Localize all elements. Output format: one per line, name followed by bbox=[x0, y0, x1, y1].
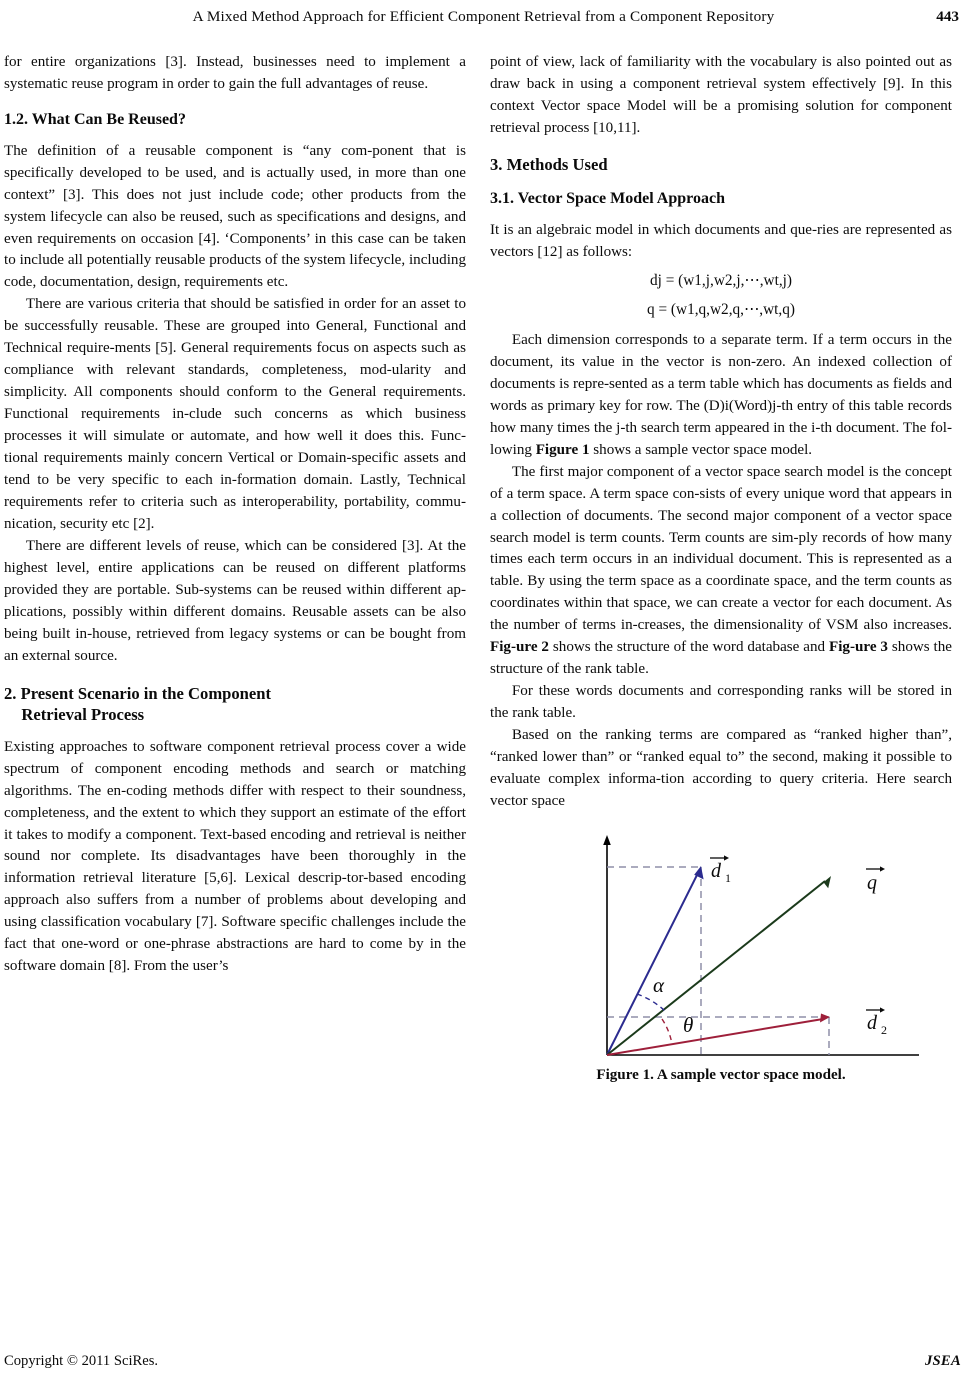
paragraph-continued-left: for entire organizations [3]. Instead, businesses need to implement a systematic reuse program in order to gain the full advantages of reuse. bbox=[4, 54, 466, 92]
journal-abbreviation: JSEA bbox=[924, 1353, 961, 1369]
paragraph-levels-of-reuse: There are different levels of reuse, which can be considered [3]. At the highest level, entire applications can be reused on different platforms provided they are portable. Sub-systems can be reused within different ap-plications, possibly within different domains. Reusable assets can be also being built in-house, retrieved from legacy systems or can be bought from an external source. bbox=[4, 537, 466, 664]
label-d2-letter: d bbox=[867, 1011, 877, 1034]
paragraph-existing-approaches: Existing approaches to software component retrieval process cover a wide spectrum of component encoding methods and search or matching algorithms. The en-coding methods differ with respect to their soundness, completeness, and the extent to which they support an estimate of the effort it takes to modify a component. Text-based encoding and retrieval is neither sound nor complete. Its disadvantages have been thoroughly in the information retrieval literature [5,6]. Lexical descrip-tor-based encoding approach also suffers from a number of problems about developing and using classification vocabulary [7]. Software specific challenges include the fact that one-word or one-phrase abstractions are hard to come by in the software domain [8]. From the user’s bbox=[4, 738, 466, 975]
label-d1 bbox=[710, 855, 731, 885]
theta-angle-arc bbox=[662, 1019, 672, 1044]
paragraph-each-dimension bbox=[490, 330, 952, 462]
vector-space-model-diagram bbox=[515, 827, 927, 1059]
paragraph-first-major-component bbox=[490, 462, 952, 682]
paragraph-figure-2-mid: shows the structure of the word database and bbox=[548, 639, 829, 656]
figure-1-caption: Figure 1. A sample vector space model. bbox=[596, 1066, 846, 1083]
label-alpha: α bbox=[653, 972, 665, 997]
figure-labels bbox=[653, 855, 887, 1037]
label-q-letter: q bbox=[867, 871, 877, 894]
dashed-guides bbox=[607, 867, 829, 1055]
figure-1-reference: Figure 1 bbox=[535, 441, 590, 458]
figure-3-reference-a: Fig- bbox=[829, 639, 855, 656]
equation-q: q = (w1,q,w2,q,⋯,wt,q) bbox=[647, 301, 795, 319]
vector-q bbox=[607, 876, 831, 1055]
paragraph-each-dimension-b: shows a sample vector space model. bbox=[589, 441, 813, 458]
paragraph-criteria: There are various criteria that should be satisfied in order for an asset to be successfully reusable. These are grouped into General, Functional and Technical require-ments [5]. General requirements focus on aspects such as compliance with relevant standards, completeness, mod-ularity and simplicity. All components should conform to the General requirements. Functional requirements in-clude such concerns as which business processes it will simulate or automate, and how well it does this. Func-tional requirements mainly concern Vertical or Domain-specific assets and tend to be very specific to each in-formation domain. Lastly, Technical requirements refer to criteria such as interoperability, portability, commu-nication, security etc [2]. bbox=[4, 296, 466, 532]
heading-2-line-1: 2. Present Scenario in the Component bbox=[4, 683, 272, 703]
figure-2-reference-a: Fig- bbox=[490, 639, 516, 656]
heading-1-2: 1.2. What Can Be Reused? bbox=[4, 110, 186, 128]
figure-1 bbox=[490, 827, 952, 1084]
paragraph-first-major-text: The first major component of a vector space search model is the concept of a term space. A term space con-sists of every unique word that appears in a collection of documents. The second major component of a vector space search model is term counts. Term counts are sim-ply records of how many times each term occurs in an individual document. This is represented as a table. By using the term space as a coordinate space, and the term counts as coordinates within that space, we can create a vector for each document. As the number of terms in-creases, the dimensionality of VSM also increases. bbox=[490, 463, 952, 634]
heading-3-1: 3.1. Vector Space Model Approach bbox=[490, 190, 725, 208]
page-footer bbox=[4, 1353, 961, 1370]
paragraph-for-these-words: For these words documents and corresponding ranks will be stored in the rank table. bbox=[490, 683, 952, 722]
paragraph-definition: The definition of a reusable component is “any com-ponent that is specifically developed to be used, and is actually used, in more than one context” [3]. This does not just include code; other products from the system lifecycle can also be reused, such as specifications and designs, and even requirements on occasion [4]. ‘Components’ in this case can be taken to include all potentially reusable products of the system lifecycle, including code, documentation, design, requirements etc. bbox=[4, 142, 466, 291]
figure-3-reference-b: ure 3 bbox=[855, 639, 888, 656]
heading-2-line-2: Retrieval Process bbox=[21, 705, 145, 725]
copyright-notice: Copyright © 2011 SciRes. bbox=[4, 1353, 159, 1369]
paragraph-continued-right: point of view, lack of familiarity with the vocabulary is also pointed out as draw back in using a component retrieval system effectively [9]. In this context Vector space Model will be a promising solution for component retrieval process [10,11]. bbox=[490, 54, 952, 136]
label-d2 bbox=[866, 1007, 887, 1037]
right-column bbox=[490, 52, 952, 1326]
paragraph-based-on-ranking: Based on the ranking terms are compared as “ranked higher than”, “ranked lower than” or “ranked equal to” the second, making it possible to evaluate complex informa-tion according to query criteria. Here search vector space bbox=[490, 727, 952, 809]
page-number: 443 bbox=[936, 8, 959, 25]
paragraph-algebraic-model: It is an algebraic model in which documents and que-ries are represented as vectors [12] as follows: bbox=[490, 222, 952, 261]
running-head bbox=[0, 0, 967, 34]
paragraph-each-dimension-a: Each dimension corresponds to a separate term. If a term occurs in the document, its value in the vector is non-zero. An indexed collection of documents is repre-sented as a term table which has documents as fields and words as primary key for row. The (D)i(Word)j-th entry of this table records how many times the j-th search term appeared in the i-th document. The fol-lowing bbox=[490, 331, 952, 458]
two-column-body bbox=[4, 52, 963, 1326]
label-d1-letter: d bbox=[711, 859, 721, 882]
label-d1-subscript: 1 bbox=[725, 870, 731, 885]
label-theta: θ bbox=[683, 1012, 694, 1037]
heading-3: 3. Methods Used bbox=[490, 154, 608, 174]
vector-d2 bbox=[607, 1013, 830, 1055]
running-head-title: A Mixed Method Approach for Efficient Component Retrieval from a Component Repository bbox=[192, 8, 775, 25]
label-q bbox=[866, 866, 885, 894]
equation-dj: dj = (w1,j,w2,j,⋯,wt,j) bbox=[649, 272, 793, 290]
figure-2-reference-b: ure 2 bbox=[516, 639, 549, 656]
figure-1-artwork bbox=[490, 827, 952, 1059]
left-column bbox=[4, 52, 466, 1326]
heading-2 bbox=[4, 683, 466, 726]
label-d2-subscript: 2 bbox=[881, 1022, 887, 1037]
paragraph-figure-3-end: shows the structure of the rank table. bbox=[490, 639, 952, 678]
